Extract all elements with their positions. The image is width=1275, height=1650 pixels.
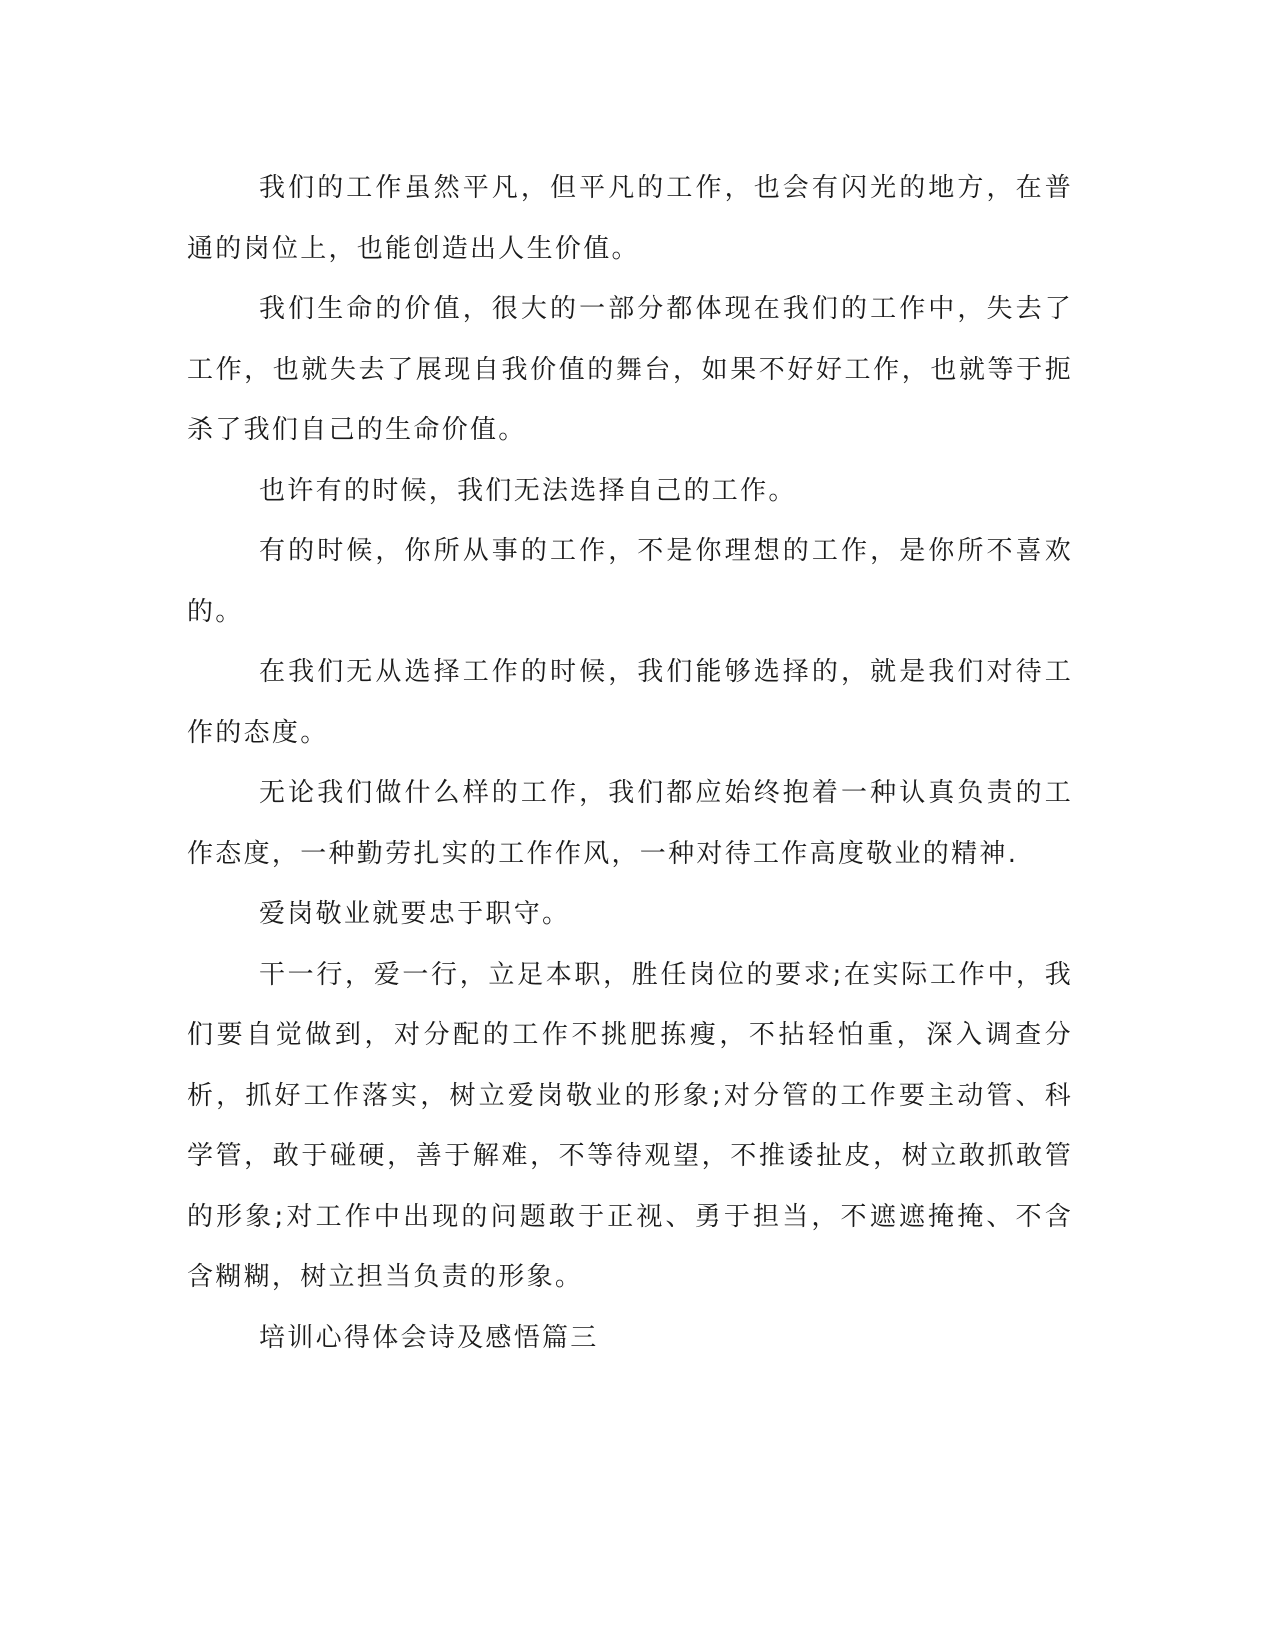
document-body: [187, 158, 1073, 1368]
section-heading: 培训心得体会诗及感悟篇三: [259, 1322, 599, 1353]
paragraph: 我们生命的价值，很大的一部分都体现在我们的工作中，失去了工作，也就失去了展现自我价值的舞台，如果不好好工作，也就等于扼杀了我们自己的生命价值。: [187, 294, 1073, 445]
paragraph: 我们的工作虽然平凡，但平凡的工作，也会有闪光的地方，在普通的岗位上，也能创造出人生价值。: [187, 173, 1073, 264]
paragraph: 有的时候，你所从事的工作，不是你理想的工作，是你所不喜欢的。: [187, 536, 1073, 627]
paragraph: 在我们无从选择工作的时候，我们能够选择的，就是我们对待工作的态度。: [187, 657, 1073, 748]
paragraph: 爱岗敬业就要忠于职守。: [259, 899, 571, 929]
paragraph: 无论我们做什么样的工作，我们都应始终抱着一种认真负责的工作态度，一种勤劳扎实的工作作风，一种对待工作高度敬业的精神.: [187, 778, 1073, 869]
paragraph: 也许有的时候，我们无法选择自己的工作。: [259, 475, 797, 506]
paragraph: 干一行，爱一行，立足本职，胜任岗位的要求;在实际工作中，我们要自觉做到，对分配的工作不挑肥拣瘦，不拈轻怕重，深入调查分析，抓好工作落实，树立爱岗敬业的形象;对分管的工作要主动管、科学管，敢于碰硬，善于解难，不等待观望，不推诿扯皮，树立敢抓敢管的形象;对工作中出现的问题敢于正视、勇于担当，不遮遮掩掩、不含含糊糊，树立担当负责的形象。: [187, 959, 1073, 1292]
